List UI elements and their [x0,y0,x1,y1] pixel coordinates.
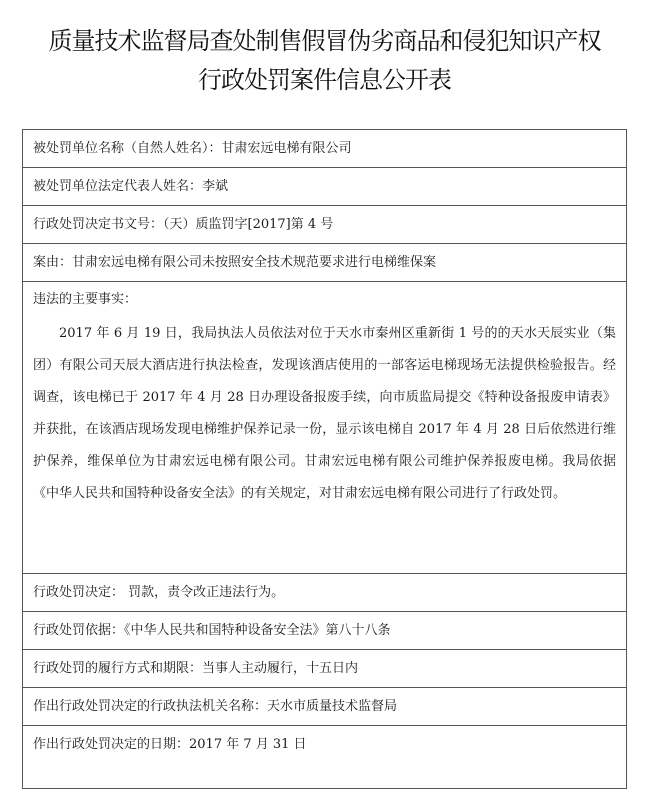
page-title-line2: 行政处罚案件信息公开表 [198,66,451,94]
page-title-line1: 质量技术监督局查处制售假冒伪劣商品和侵犯知识产权 [48,27,601,55]
penalty-basis-row: 行政处罚依据：《中华人民共和国特种设备安全法》第八十八条 [23,612,626,650]
decision-date-row: 作出行政处罚决定的日期：2017 年 7 月 31 日 [33,737,307,752]
case-cause-row: 案由：甘肃宏远电梯有限公司未按照安全技术规范要求进行电梯维保案 [23,244,626,282]
authority-row: 作出行政处罚决定的行政执法机关名称：天水市质量技术监督局 [23,688,626,726]
info-table [22,129,627,789]
decision-no-row: 行政处罚决定书文号：（天）质监罚字[2017]第 4 号 [23,206,626,244]
facts-label: 违法的主要事实： [33,292,138,307]
execution-row: 行政处罚的履行方式和期限：当事人主动履行，十五日内 [23,650,626,688]
facts-text: 2017 年 6 月 19 日，我局执法人员依法对位于天水市秦州区重新街 1 号的的天水天辰实业（集团）有限公司天辰大酒店进行执法检查，发现该酒店使用的一部客运电梯现场无法提供检验报告。经调查，该电梯已于 2017 年 4 月 28 日办理设备报废手续，向市质监局提交《特种设备报废申请表》并获批，在该酒店现场发现电梯维护保养记录一份，显示该电梯自 2017 年 4 月 28 日后依然进行维护保养，维保单位为甘肃宏远电梯有限公司。甘肃宏远电梯有限公司维护保养报废电梯。我局依据《中华人民共和国特种设备安全法》的有关规定，对甘肃宏远电梯有限公司进行了行政处罚。 [23,318,626,574]
legal-rep-row: 被处罚单位法定代表人姓名：李斌 [23,168,626,206]
entity-name-row: 被处罚单位名称（自然人姓名）：甘肃宏远电梯有限公司 [23,130,626,168]
penalty-decision-row: 行政处罚决定： 罚款，责令改正违法行为。 [23,574,626,612]
